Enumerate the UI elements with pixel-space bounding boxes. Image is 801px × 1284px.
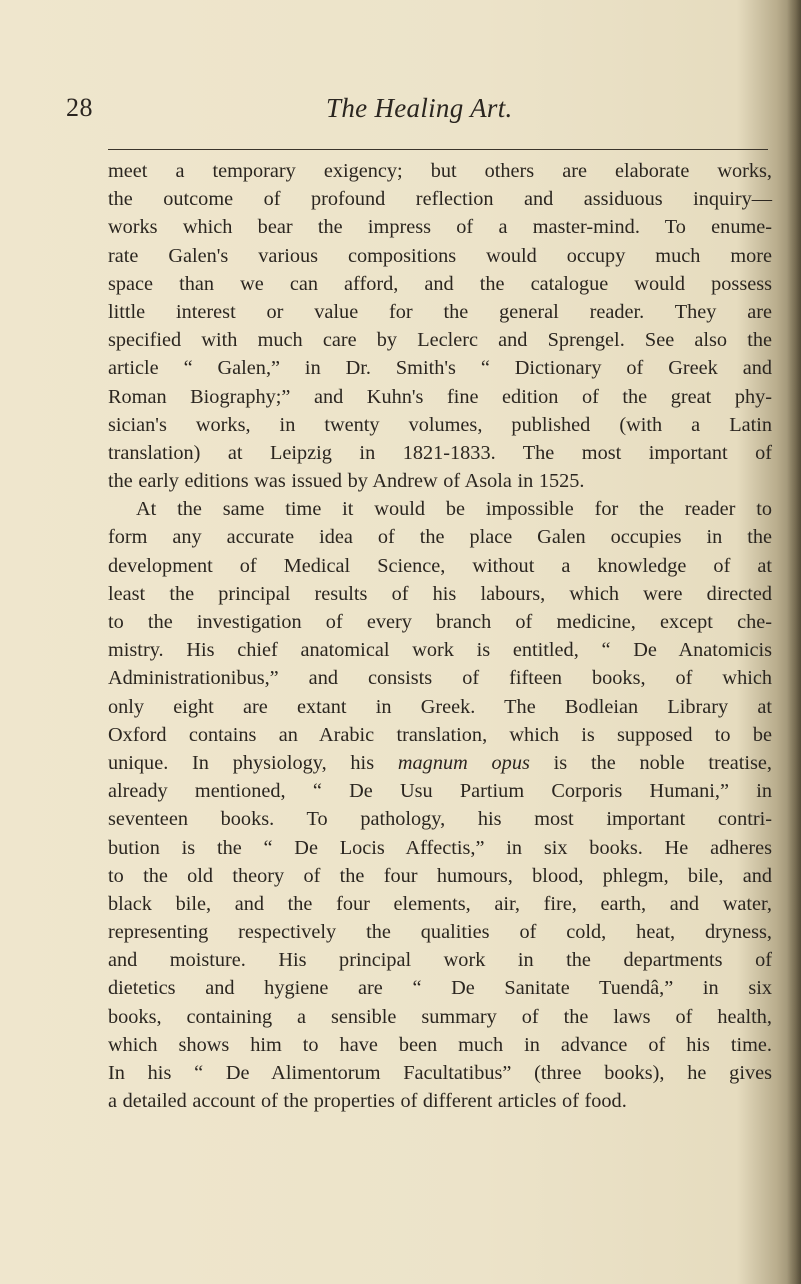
italic-phrase: magnum opus (397, 751, 530, 774)
text-line: At the same time it would be impossible for the reader to (136, 498, 772, 521)
text-line: meet a temporary exigency; but others are elaborate works, (108, 160, 772, 182)
text-line: the outcome of profound reflection and assiduous inquiry— (108, 188, 772, 211)
text-line: In his “ De Alimentorum Facultatibus” (three books), he gives (108, 1062, 772, 1084)
text-line: specified with much care by Leclerc and Sprengel. See also the (108, 329, 772, 352)
text-line: Oxford contains an Arabic translation, which is supposed to be (108, 723, 772, 746)
text-line: which shows him to have been much in advance of his time. (108, 1033, 772, 1056)
text-line: article “ Galen,” in Dr. Smith's “ Dictionary of Greek and (108, 357, 772, 380)
text-line: dietetics and hygiene are “ De Sanitate Tuendâ,” in six (108, 977, 772, 1000)
text-line: rate Galen's various compositions would occupy much more (108, 244, 772, 267)
text-line: black bile, and the four elements, air, fire, earth, and water, (108, 892, 772, 915)
text-line: translation) at Leipzig in 1821-1833. The most important of (108, 441, 772, 464)
text-line (108, 749, 772, 777)
header-rule (108, 149, 768, 150)
page-number: 28 (66, 93, 93, 122)
text-line: sician's works, in twenty volumes, published (with a Latin (108, 413, 772, 436)
page-header (66, 92, 754, 132)
text-line: books, containing a sensible summary of the laws of health, (108, 1005, 772, 1028)
text-line: mistry. His chief anatomical work is entitled, “ De Anatomicis (108, 639, 772, 662)
text-line: Administrationibus,” and consists of fifteen books, of which (108, 667, 772, 690)
text-line: to the investigation of every branch of medicine, except che- (108, 611, 772, 633)
text-line: Roman Biography;” and Kuhn's fine edition of the great phy- (108, 385, 772, 408)
text-line: representing respectively the qualities of cold, heat, dryness, (108, 921, 772, 944)
text-line: only eight are extant in Greek. The Bodleian Library at (108, 695, 772, 718)
body-text (108, 157, 772, 1115)
page-edge-shadow (787, 0, 801, 1284)
text-line: least the principal results of his labours, which were directed (108, 582, 772, 605)
text-fragment: unique. In physiology, his (108, 751, 375, 774)
text-line: space than we can afford, and the catalogue would possess (108, 272, 772, 295)
text-line: seventeen books. To pathology, his most important contri- (108, 808, 772, 831)
text-line: bution is the “ De Locis Affectis,” in six books. He adheres (108, 836, 772, 859)
text-line: the early editions was issued by Andrew of Asola in 1525. (108, 470, 585, 493)
text-line: works which bear the impress of a master-mind. To enume- (108, 216, 772, 239)
text-line: development of Medical Science, without a knowledge of at (108, 554, 772, 577)
text-line: a detailed account of the properties of different articles of food. (108, 1090, 627, 1113)
text-line: little interest or value for the general reader. They are (108, 300, 772, 323)
text-line: and moisture. His principal work in the departments of (108, 949, 772, 972)
text-line: to the old theory of the four humours, blood, phlegm, bile, and (108, 864, 772, 887)
text-line: form any accurate idea of the place Galen occupies in the (108, 526, 772, 549)
running-title: The Healing Art. (326, 93, 513, 123)
text-line: already mentioned, “ De Usu Partium Corporis Humani,” in (108, 780, 772, 803)
text-fragment: is the noble treatise, (553, 751, 773, 774)
